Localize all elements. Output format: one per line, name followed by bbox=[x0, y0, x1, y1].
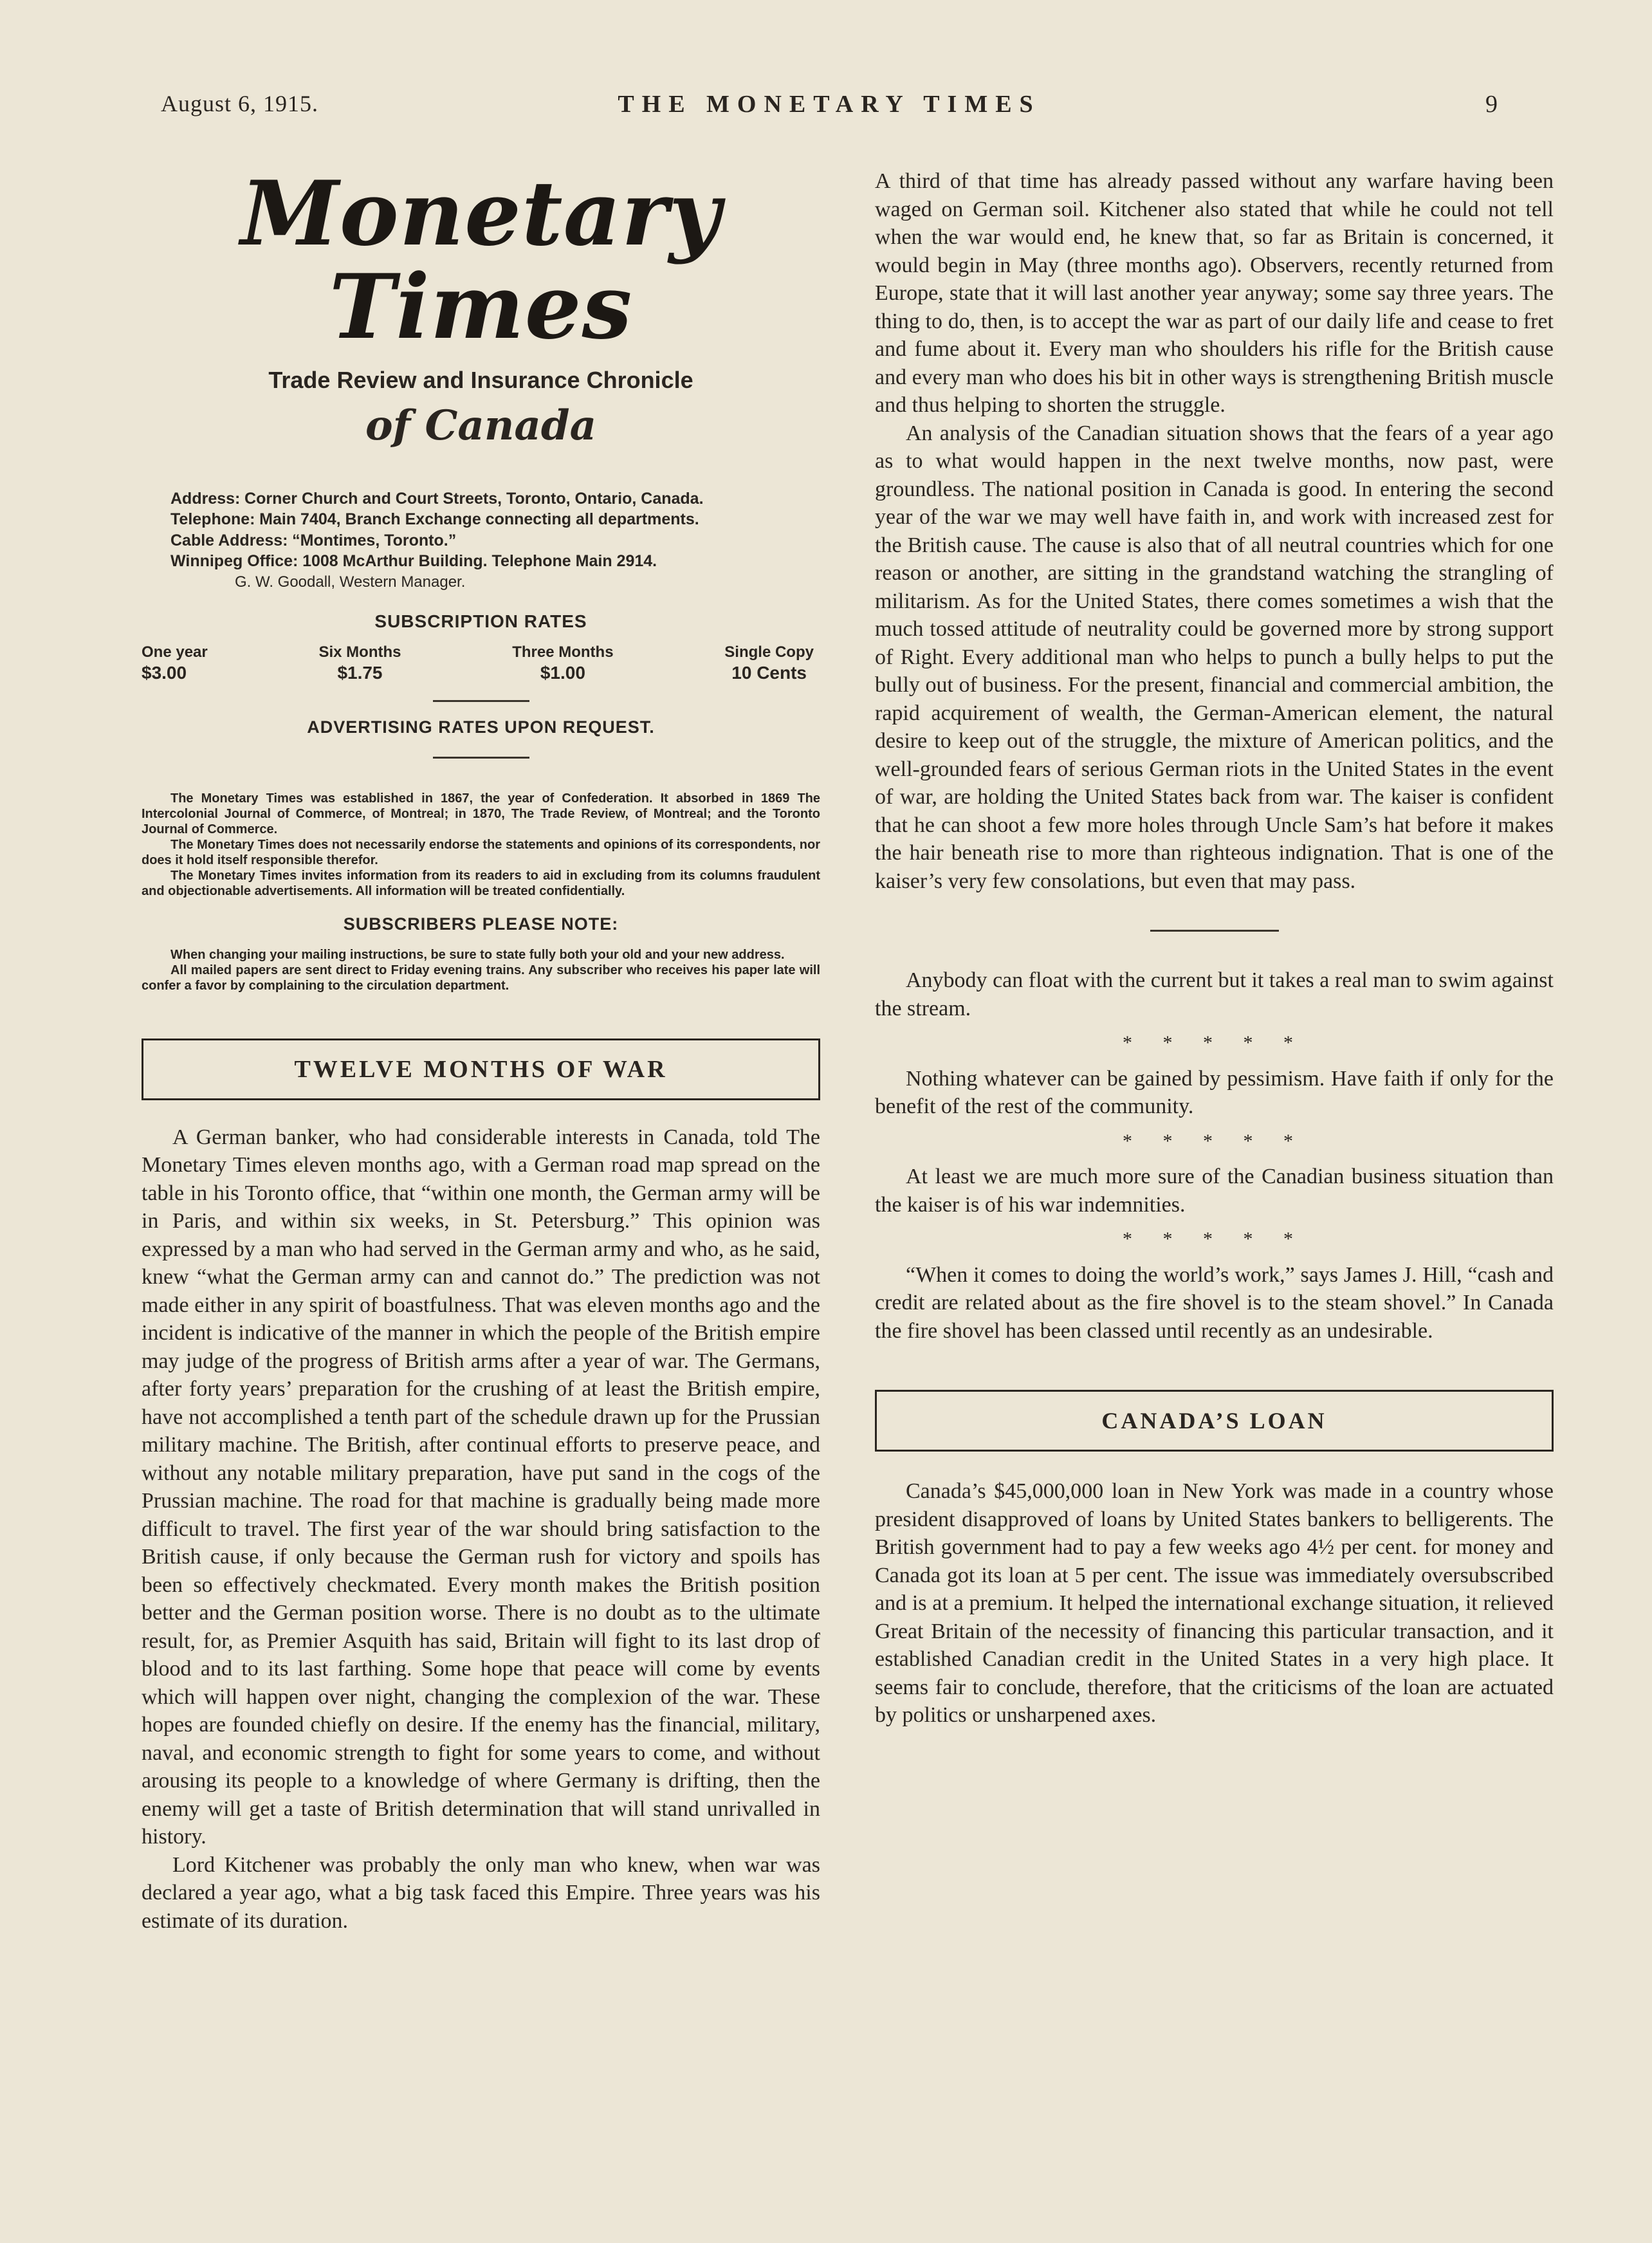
article-heading-war: TWELVE MONTHS OF WAR bbox=[142, 1038, 820, 1100]
contact-block bbox=[142, 488, 820, 592]
running-head bbox=[161, 90, 1498, 129]
rate-single-copy bbox=[724, 643, 814, 683]
masthead bbox=[142, 161, 820, 450]
publication-title: THE MONETARY TIMES bbox=[618, 91, 1041, 118]
address-label: Address: bbox=[170, 489, 241, 508]
page-number: 9 bbox=[1485, 91, 1498, 118]
subscribers-note-paragraph: When changing your mailing instructions, be sure to state fully both your old and your new address. bbox=[170, 947, 785, 962]
cable-label: Cable Address: bbox=[170, 531, 288, 549]
editorial-paragraph: “When it comes to doing the world’s work,” says James J. Hill, “cash and credit are related about as the fire shovel is to the steam shovel.” In Canada the fire shovel has been classed until recently as an undesirable. bbox=[875, 1262, 1554, 1343]
star-separator: * * * * * bbox=[1123, 1032, 1306, 1053]
telephone-label: Telephone: bbox=[170, 510, 255, 529]
rate-three-months bbox=[512, 643, 613, 683]
masthead-title: Monetary Times bbox=[241, 161, 721, 359]
section-divider bbox=[1150, 930, 1279, 932]
rate-six-months bbox=[318, 643, 401, 683]
article-paragraph: Canada’s $45,000,000 loan in New York was made in a country whose president disapproved of loans by United States bankers to belligerents. The British government had to pay a few weeks ago 4½ per cent. for money and Canada got its loan at 5 per cent. The issue was immediately oversubscribed and is at a premium. It helped the international exchange situation, it relieved Great Britain of the necessity of financing this particular transaction, and it established Canadian credit in the United States in a very high place. It seems fair to conclude, therefore, that the criticisms of the loan are actuated by politics or unsharpened axes. bbox=[875, 1479, 1554, 1727]
rate-one-year bbox=[142, 643, 208, 683]
right-column bbox=[875, 167, 1554, 1730]
rate-value: 10 Cents bbox=[731, 662, 807, 683]
article-body-war bbox=[142, 1123, 820, 1935]
editorial-paragraph: At least we are much more sure of the Canadian business situation than the kaiser is of his war indemnities. bbox=[875, 1165, 1554, 1217]
subscribers-note-heading: SUBSCRIBERS PLEASE NOTE: bbox=[343, 914, 619, 934]
editorial-paragraph: Nothing whatever can be gained by pessimism. Have faith if only for the benefit of the rest of the community. bbox=[875, 1066, 1554, 1118]
article-paragraph: An analysis of the Canadian situation shows that the fears of a year ago as to what would happen in the next twelve months, now past, were groundless. The national position in Canada is good. In entering the second year of the war we may well have faith in, and work with increased zest for the British cause. The cause is also that of all neutral countries which for one reason or another, are sitting in the grandstand watching the strangling of militarism. As for the United States, there comes sometimes a wish that the much tossed attitude of neutrality could be governed more by strong support of Right. Every additional man who helps to punch a bully helps to put the bully out of business. For the present, financial and commercial ambition, the rapid acquirement of wealth, the German-American element, the natural desire to keep out of the struggle, the mixture of American politics, and the well-grounded fears of serious German riots in the United States in the event of war, are holding the United States back from war. The kaiser is confident that he can shoot a few more holes through Uncle Sam’s hat before it makes the hair beneath rise to more than righteous indignation. That is one of the kaiser’s very few consolations, but even that may pass. bbox=[875, 421, 1554, 893]
subscription-rates bbox=[142, 643, 820, 683]
winnipeg-manager: G. W. Goodall, Western Manager. bbox=[235, 573, 466, 591]
rate-label: Single Copy bbox=[724, 643, 814, 661]
masthead-country: of Canada bbox=[365, 401, 597, 450]
subscribers-note bbox=[142, 947, 820, 993]
rate-label: Six Months bbox=[318, 643, 401, 661]
divider bbox=[433, 757, 529, 759]
history-note: The Monetary Times was established in 1867, the year of Confederation. It absorbed in 1869 The Intercolonial Journal of Commerce, of Montreal; in 1870, The Trade Review, of Montreal; and the Toronto Journal of Commerce. bbox=[142, 791, 820, 836]
rate-label: Three Months bbox=[512, 643, 614, 661]
divider bbox=[433, 700, 529, 702]
star-separator: * * * * * bbox=[1123, 1228, 1306, 1250]
article-paragraph: A German banker, who had considerable interests in Canada, told The Monetary Times eleven months ago, with a German road map spread on the table in his Toronto office, that “within one month, the German army will be in Paris, and within six weeks, in St. Petersburg.” This opinion was expressed by a man who had served in the German army and who, as he said, knew “what the German army can and cannot do.” The prediction was not made either in any spirit of boastfulness. That was eleven months ago and the incident is indicative of the manner in which the people of the British empire may judge of the progress of British arms after a year of war. The Germans, after forty years’ preparation for the crushing of at least the British empire, have not accomplished a tenth part of the schedule drawn up for the Prussian military machine. The British, after continual efforts to preserve peace, and without any notable military preparation, have put sand in the cogs of the Prussian machine. The road for that machine is gradually being made more difficult to travel. The first year of the war should bring satisfaction to the British cause, if only because the German rush for victory and spoils has been so effectively checkmated. Every month makes the British position better and the German position worse. There is no doubt as to the ultimate result, for, as Premier Asquith has said, Britain will fight to its last drop of blood and to its last farthing. Some hope that peace will come by events which will happen over night, changing the complexion of the war. These hopes are founded chiefly on desire. If the enemy has the financial, military, naval, and economic strength to fight for some years to come, and without arousing its people to a knowledge of where Germany is drifting, then the enemy will get a taste of British determination that will stand unrivalled in history. bbox=[142, 1125, 820, 1849]
subscribers-note-paragraph: All mailed papers are sent direct to Friday evening trains. Any subscriber who receives his paper late will confer a favor by complaining to the circulation department. bbox=[142, 963, 820, 993]
advertising-note: ADVERTISING RATES UPON REQUEST. bbox=[307, 717, 655, 737]
article-body-loan bbox=[875, 1477, 1554, 1730]
issue-date: August 6, 1915. bbox=[161, 91, 319, 116]
winnipeg-value: 1008 McArthur Building. Telephone Main 2914. bbox=[302, 552, 657, 571]
cable-value: “Montimes, Toronto.” bbox=[292, 531, 457, 549]
rate-label: One year bbox=[142, 643, 208, 661]
rate-value: $1.75 bbox=[337, 662, 383, 683]
masthead-subtitle: Trade Review and Insurance Chronicle bbox=[268, 366, 693, 393]
article-paragraph: Lord Kitchener was probably the only man who knew, when war was declared a year ago, what a big task faced this Empire. Three years was his estimate of its duration. bbox=[142, 1852, 820, 1933]
article-paragraph: A third of that time has already passed without any warfare having been waged on German soil. Kitchener also stated that while he could not tell when the war would end, he knew that, so far as Britain is concerned, it would begin in May (three months ago). Observers, recently returned from Europe, state that it will last another year anyway; some say three years. The thing to do, then, is to accept the war as part of our daily life and cease to fret and fume about it. Every man who shoulders his rifle for the British cause and every man who does his bit in other ways is strengthening British muscle and thus helping to shorten the struggle. bbox=[875, 169, 1554, 417]
winnipeg-label: Winnipeg Office: bbox=[170, 552, 298, 571]
article-heading-loan: CANADA’S LOAN bbox=[875, 1390, 1554, 1452]
editorial-paragraphs bbox=[875, 966, 1554, 1345]
subscription-heading: SUBSCRIPTION RATES bbox=[374, 611, 587, 631]
endorsement-note: The Monetary Times does not necessarily endorse the statements and opinions of its correspondents, nor does it hold itself responsible therefor. bbox=[142, 837, 820, 867]
winnipeg-row bbox=[170, 551, 820, 572]
publication-notes bbox=[142, 791, 820, 899]
editorial-paragraph: Anybody can float with the current but it takes a real man to swim against the stream. bbox=[875, 968, 1554, 1020]
left-column bbox=[142, 161, 820, 1935]
star-separator: * * * * * bbox=[1123, 1130, 1306, 1152]
rate-value: $1.00 bbox=[540, 662, 585, 683]
article-continuation-war bbox=[875, 167, 1554, 895]
telephone-row bbox=[170, 509, 820, 530]
address-value: Corner Church and Court Streets, Toronto, Ontario, Canada. bbox=[244, 489, 704, 508]
rate-value: $3.00 bbox=[142, 662, 187, 683]
address-row bbox=[170, 488, 820, 510]
telephone-value: Main 7404, Branch Exchange connecting all departments. bbox=[259, 510, 699, 529]
advertising-policy-note: The Monetary Times invites information from its readers to aid in excluding from its columns fraudulent and objectionable advertisements. All information will be treated confidentially. bbox=[142, 868, 820, 898]
cable-row bbox=[170, 530, 820, 551]
